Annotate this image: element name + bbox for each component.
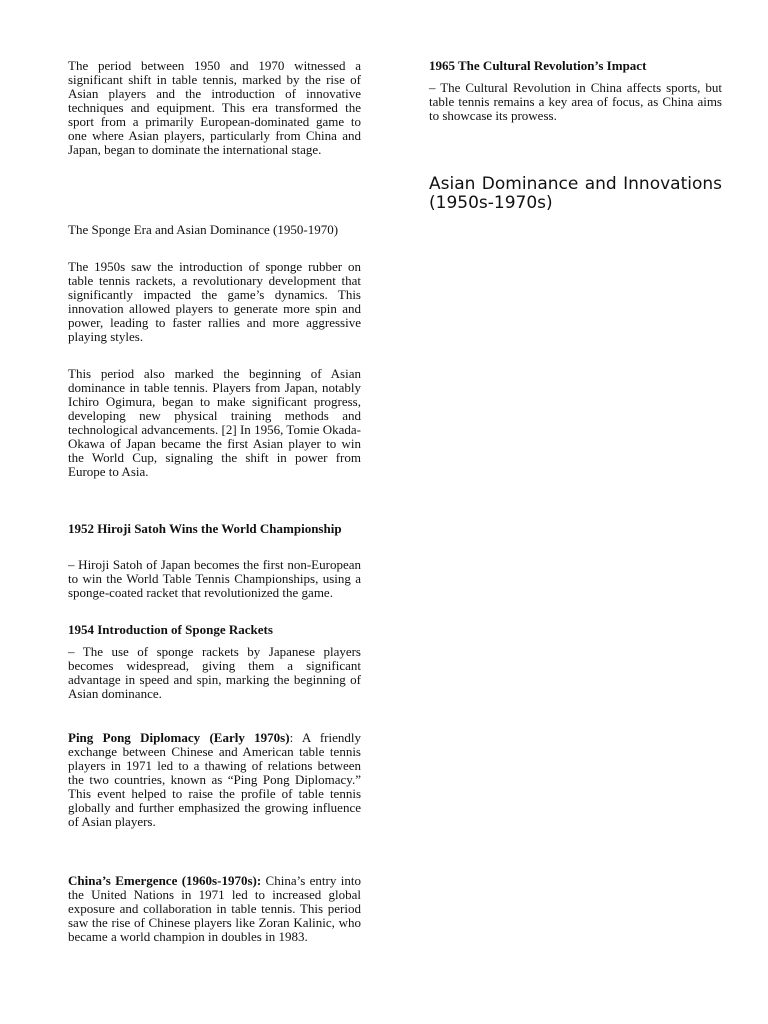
sponge-era-title: The Sponge Era and Asian Dominance (1950-1970)	[68, 222, 339, 237]
china-emergence-paragraph	[68, 874, 361, 944]
china-emergence-text: China’s entry into the United Nations in 1971 led to increased global exposure and collaboration in table tennis. This period saw the rise of Chinese players like Zoran Kalinic, who became a world champion in doubles in 1983.	[68, 873, 361, 944]
ping-pong-diplomacy-text: : A friendly exchange between Chinese and American table tennis players in 1971 led to a thawing of relations between the two countries, known as “Ping Pong Diplomacy.” This event helped to raise the profile of table tennis globally and further emphasized the growing influence of Asian players.	[68, 730, 361, 829]
event-1954-title: 1954 Introduction of Sponge Rackets	[68, 622, 273, 637]
event-1952-text: – Hiroji Satoh of Japan becomes the first non-European to win the World Table Tennis Championships, using a sponge-coated racket that revolutionized the game.	[68, 557, 361, 600]
section-heading: Asian Dominance and Innovations (1950s-1970s)	[429, 174, 722, 213]
event-1952-title: 1952 Hiroji Satoh Wins the World Championship	[68, 521, 342, 536]
ping-pong-diplomacy-paragraph	[68, 731, 361, 829]
intro-paragraph: The period between 1950 and 1970 witnessed a significant shift in table tennis, marked by the rise of Asian players and the introduction of innovative techniques and equipment. This era transformed the sport from a primarily European-dominated game to one where Asian players, particularly from China and Japan, began to dominate the international stage.	[68, 58, 361, 157]
china-emergence-label: China’s Emergence (1960s-1970s):	[68, 873, 262, 888]
event-1965-title: 1965 The Cultural Revolution’s Impact	[429, 58, 647, 73]
sponge-era-paragraph-2: This period also marked the beginning of Asian dominance in table tennis. Players from Japan, notably Ichiro Ogimura, began to make significant progress, developing new physical training methods and technological advancements. [2] In 1956, Tomie Okada-Okawa of Japan became the first Asian player to win the World Cup, signaling the shift in power from Europe to Asia.	[68, 366, 361, 479]
event-1965-text: – The Cultural Revolution in China affects sports, but table tennis remains a key area of focus, as China aims to showcase its prowess.	[429, 80, 722, 123]
event-1954-text: – The use of sponge rackets by Japanese players becomes widespread, giving them a significant advantage in speed and spin, marking the beginning of Asian dominance.	[68, 644, 361, 701]
sponge-era-paragraph-1: The 1950s saw the introduction of sponge rubber on table tennis rackets, a revolutionary development that significantly impacted the game’s dynamics. This innovation allowed players to generate more spin and power, leading to faster rallies and more aggressive playing styles.	[68, 259, 361, 344]
ping-pong-diplomacy-label: Ping Pong Diplomacy (Early 1970s)	[68, 730, 290, 745]
